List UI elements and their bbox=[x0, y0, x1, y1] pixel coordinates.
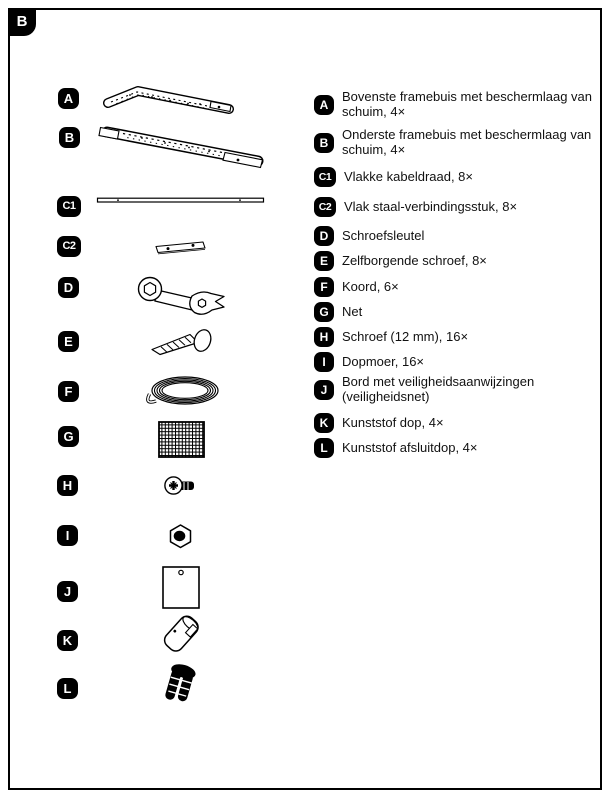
legend-badge-g: G bbox=[314, 302, 334, 322]
legend-badge-k: K bbox=[314, 413, 334, 433]
legend-label-g: Net bbox=[342, 303, 363, 319]
legend-row-c2 bbox=[314, 197, 606, 217]
legend-row-j bbox=[314, 375, 606, 404]
part-badge-d: D bbox=[58, 277, 79, 298]
part-badge-c1: C1 bbox=[57, 196, 81, 217]
legend-row-b bbox=[314, 128, 606, 157]
step-label-tab: B bbox=[8, 8, 36, 36]
legend-row-d bbox=[314, 226, 606, 246]
legend-label-c2: Vlak staal-verbindingsstuk, 8× bbox=[344, 198, 518, 214]
legend-row-i bbox=[314, 352, 606, 372]
legend-label-j: Bord met veiligheidsaanwijzingen (veiligheidsnet) bbox=[342, 374, 535, 404]
part-badge-e: E bbox=[58, 331, 79, 352]
legend-row-l bbox=[314, 438, 606, 458]
legend-label-h: Schroef (12 mm), 16× bbox=[342, 328, 469, 344]
legend-row-k bbox=[314, 413, 606, 433]
legend-row-g bbox=[314, 302, 606, 322]
part-badge-j: J bbox=[57, 581, 78, 602]
bent-foam-tube-icon bbox=[100, 82, 240, 115]
part-badge-h: H bbox=[57, 475, 78, 496]
legend-label-i: Dopmoer, 16× bbox=[342, 353, 425, 369]
self-locking-screw-icon bbox=[150, 327, 214, 357]
plastic-cap-icon bbox=[159, 612, 203, 657]
legend-row-a bbox=[314, 90, 606, 119]
legend-label-k: Kunststof dop, 4× bbox=[342, 414, 444, 430]
part-badge-g: G bbox=[58, 426, 79, 447]
part-badge-i: I bbox=[57, 525, 78, 546]
flat-cable-wire-icon bbox=[96, 195, 266, 206]
cord-coil-icon bbox=[142, 371, 220, 409]
part-badge-c2: C2 bbox=[57, 236, 81, 257]
legend-row-c1 bbox=[314, 167, 606, 187]
legend-label-e: Zelfborgende schroef, 8× bbox=[342, 252, 487, 268]
legend-badge-h: H bbox=[314, 327, 334, 347]
part-badge-b: B bbox=[59, 127, 80, 148]
legend-badge-c2: C2 bbox=[314, 197, 336, 217]
plastic-end-cap-icon bbox=[162, 662, 198, 708]
legend-badge-j: J bbox=[314, 380, 334, 400]
safety-sign-board-icon bbox=[162, 566, 200, 609]
part-badge-l: L bbox=[57, 678, 78, 699]
legend-badge-i: I bbox=[314, 352, 334, 372]
legend-badge-d: D bbox=[314, 226, 334, 246]
legend-row-h bbox=[314, 327, 606, 347]
legend-label-d: Schroefsleutel bbox=[342, 227, 425, 243]
legend-badge-c1: C1 bbox=[314, 167, 336, 187]
part-badge-a: A bbox=[58, 88, 79, 109]
legend-badge-l: L bbox=[314, 438, 334, 458]
net-mesh-icon bbox=[158, 421, 205, 459]
legend-badge-a: A bbox=[314, 95, 334, 115]
legend-label-c1: Vlakke kabeldraad, 8× bbox=[344, 168, 474, 184]
cap-nut-icon bbox=[169, 523, 193, 549]
legend-label-f: Koord, 6× bbox=[342, 278, 399, 294]
legend-row-f bbox=[314, 277, 606, 297]
legend-badge-b: B bbox=[314, 133, 334, 153]
legend-label-b: Onderste framebuis met beschermlaag van schuim, 4× bbox=[342, 127, 592, 157]
legend-label-l: Kunststof afsluitdop, 4× bbox=[342, 439, 478, 455]
legend-badge-e: E bbox=[314, 251, 334, 271]
part-badge-k: K bbox=[57, 630, 78, 651]
part-badge-f: F bbox=[58, 381, 79, 402]
legend-badge-f: F bbox=[314, 277, 334, 297]
wrench-icon bbox=[136, 275, 228, 317]
pan-head-screw-icon bbox=[164, 474, 198, 497]
legend-row-e bbox=[314, 251, 606, 271]
straight-foam-tube-icon bbox=[97, 122, 269, 172]
flat-steel-connector-icon bbox=[153, 239, 210, 256]
legend-label-a: Bovenste framebuis met beschermlaag van schuim, 4× bbox=[342, 89, 593, 119]
